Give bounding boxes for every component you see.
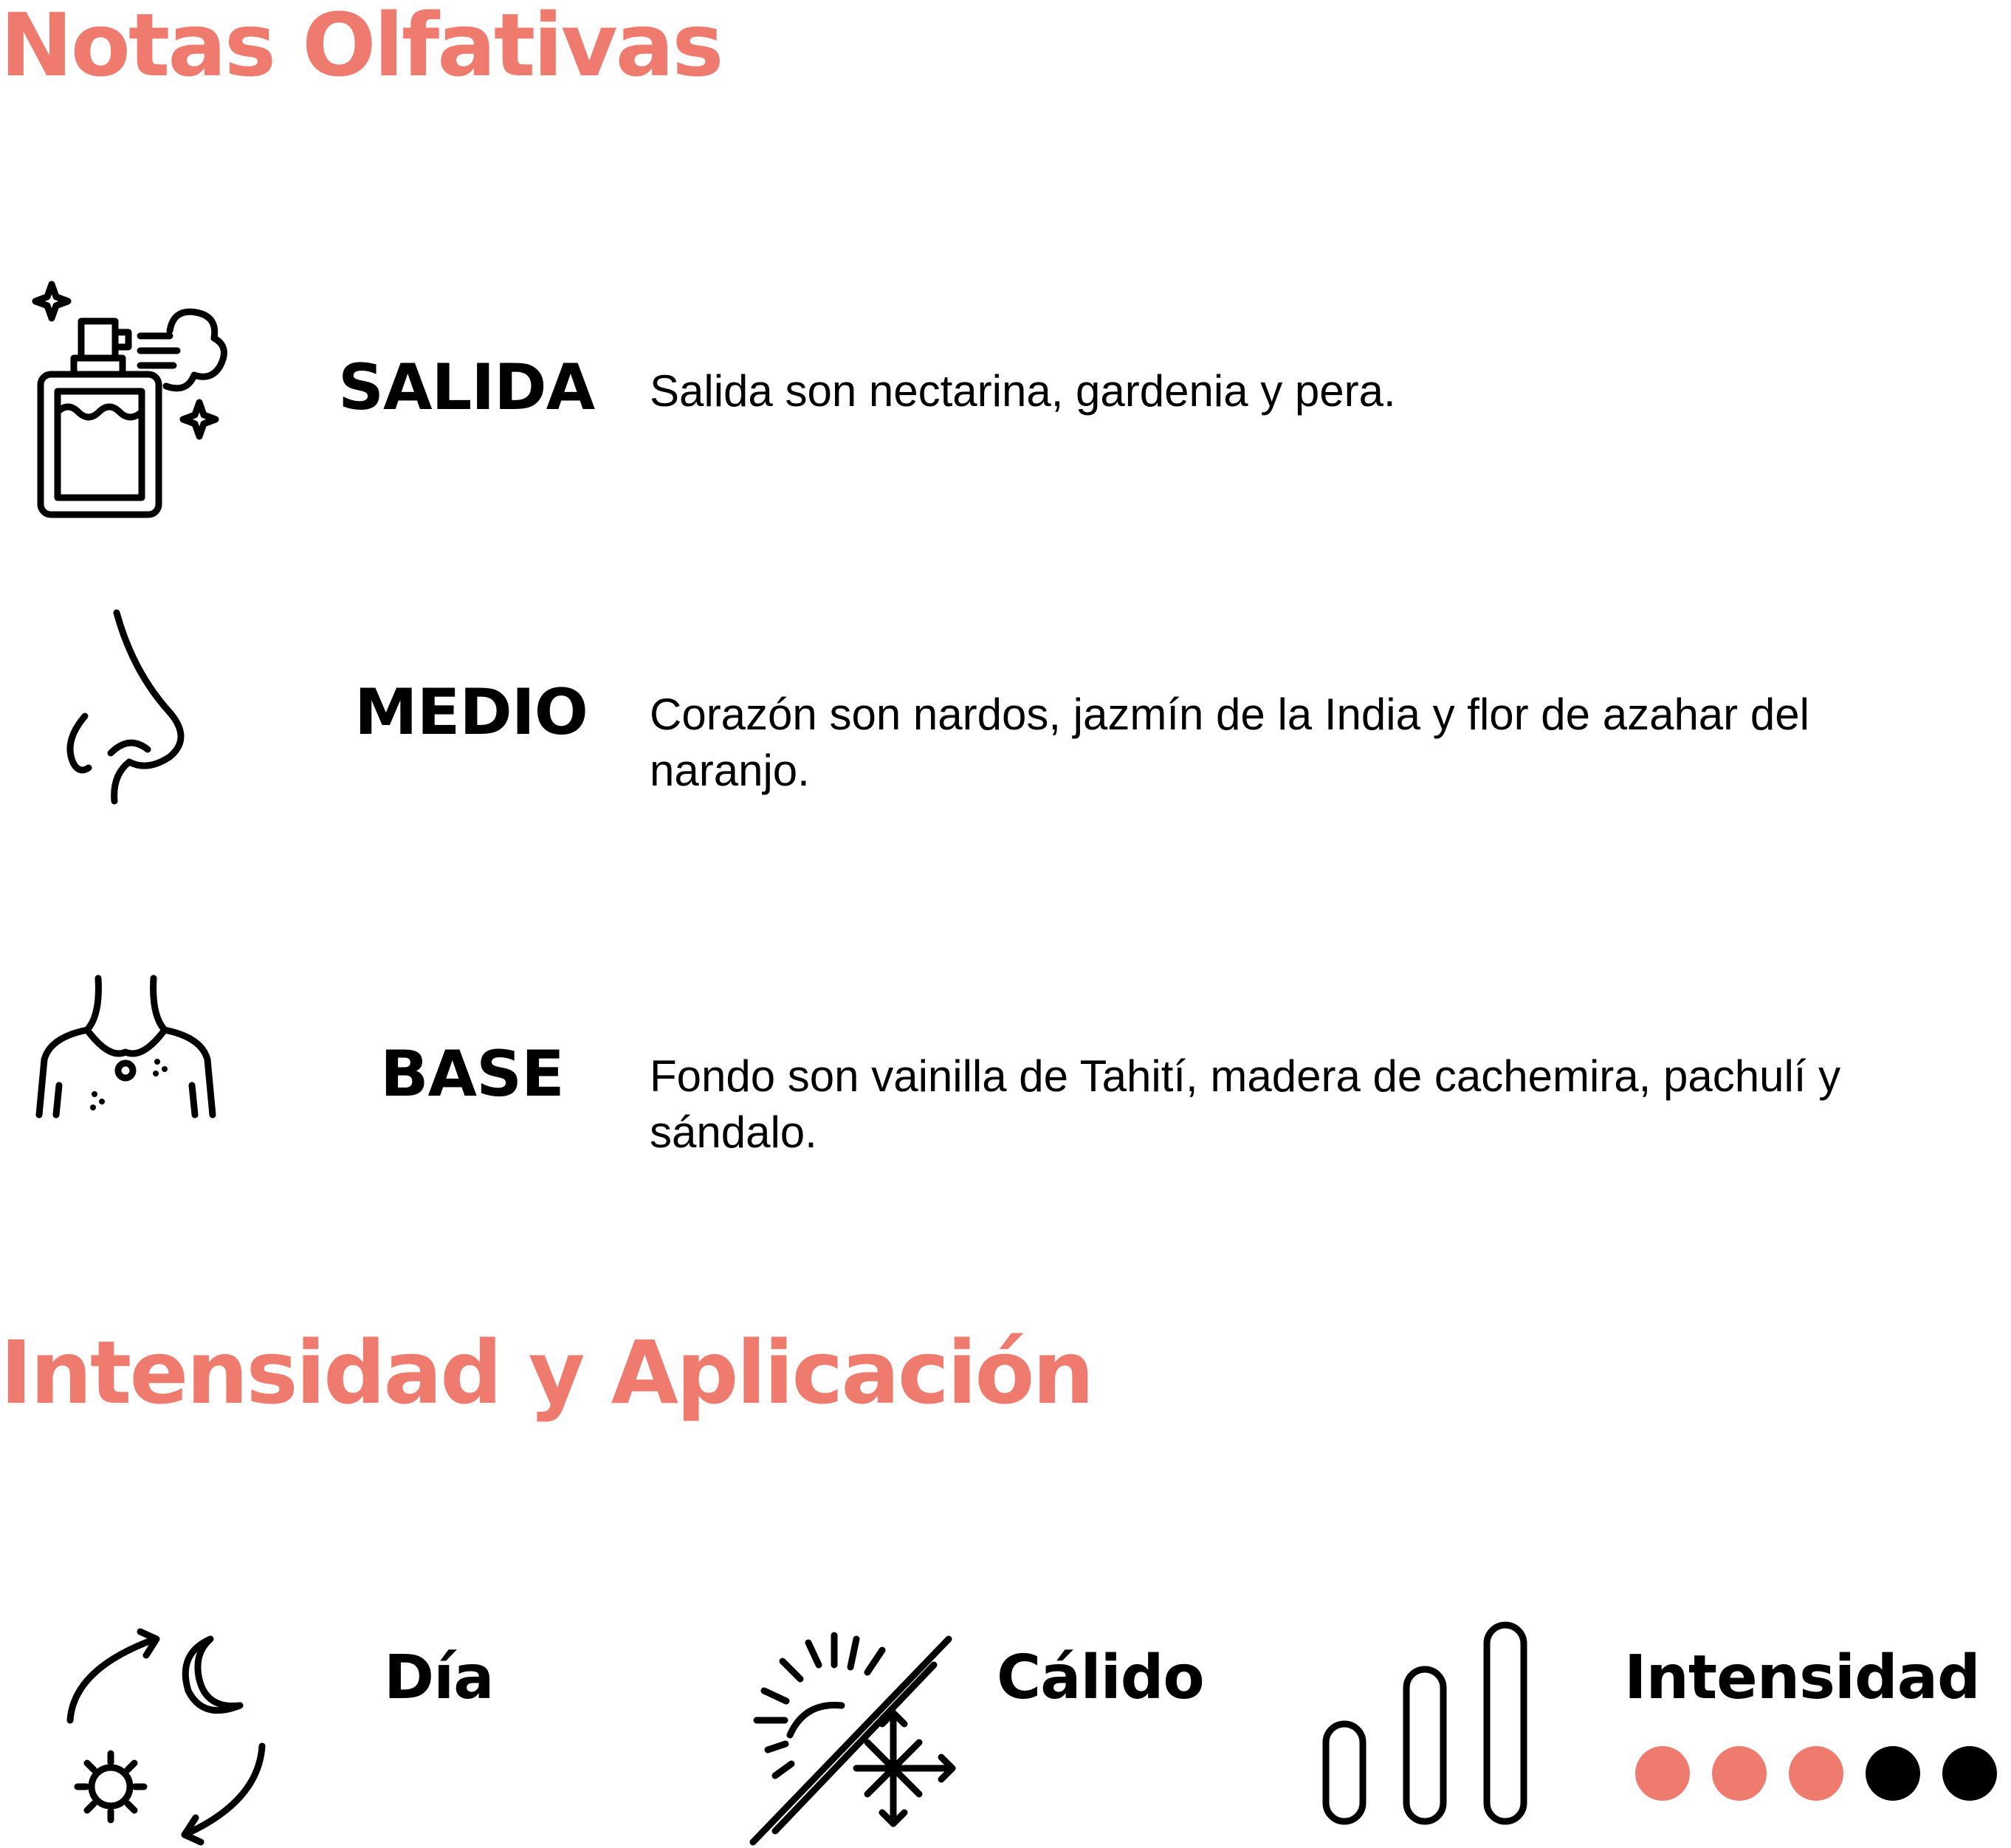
note-label-base: BASE <box>380 1037 564 1111</box>
intensity-label: Intensidad <box>1624 1643 1980 1713</box>
intensity-dot-filled <box>1635 1746 1690 1801</box>
neck-application-icon <box>35 975 220 1122</box>
intensity-rating <box>1635 1746 2004 1805</box>
note-label-medio: MEDIO <box>354 676 588 749</box>
note-label-salida: SALIDA <box>338 351 595 425</box>
intensity-dot-empty <box>1942 1746 1997 1801</box>
note-description-salida: Salida son nectarina, gardenia y pera. <box>650 366 1396 416</box>
climate-label: Cálido <box>997 1643 1204 1713</box>
intensity-dot-filled <box>1789 1746 1843 1801</box>
intensity-dot-filled <box>1712 1746 1767 1801</box>
perfume-spray-icon <box>30 281 229 524</box>
note-description-base: Fondo son vainilla de Tahití, madera de cachemira, pachulí y sándalo. <box>650 1051 1841 1157</box>
day-night-cycle-icon <box>59 1624 273 1846</box>
note-description-medio: Corazón son nardos, jazmín de la India y flor de azahar del naranjo. <box>650 690 1809 795</box>
notes-section-title: Notas Olfativas <box>0 0 722 96</box>
sun-snowflake-icon <box>746 1632 960 1846</box>
application-section-title: Intensidad y Aplicación <box>0 1322 1093 1423</box>
intensity-dot-empty <box>1866 1746 1920 1801</box>
signal-bars-icon <box>1321 1621 1528 1827</box>
nose-icon <box>59 605 207 805</box>
time-of-use-label: Día <box>384 1643 494 1713</box>
